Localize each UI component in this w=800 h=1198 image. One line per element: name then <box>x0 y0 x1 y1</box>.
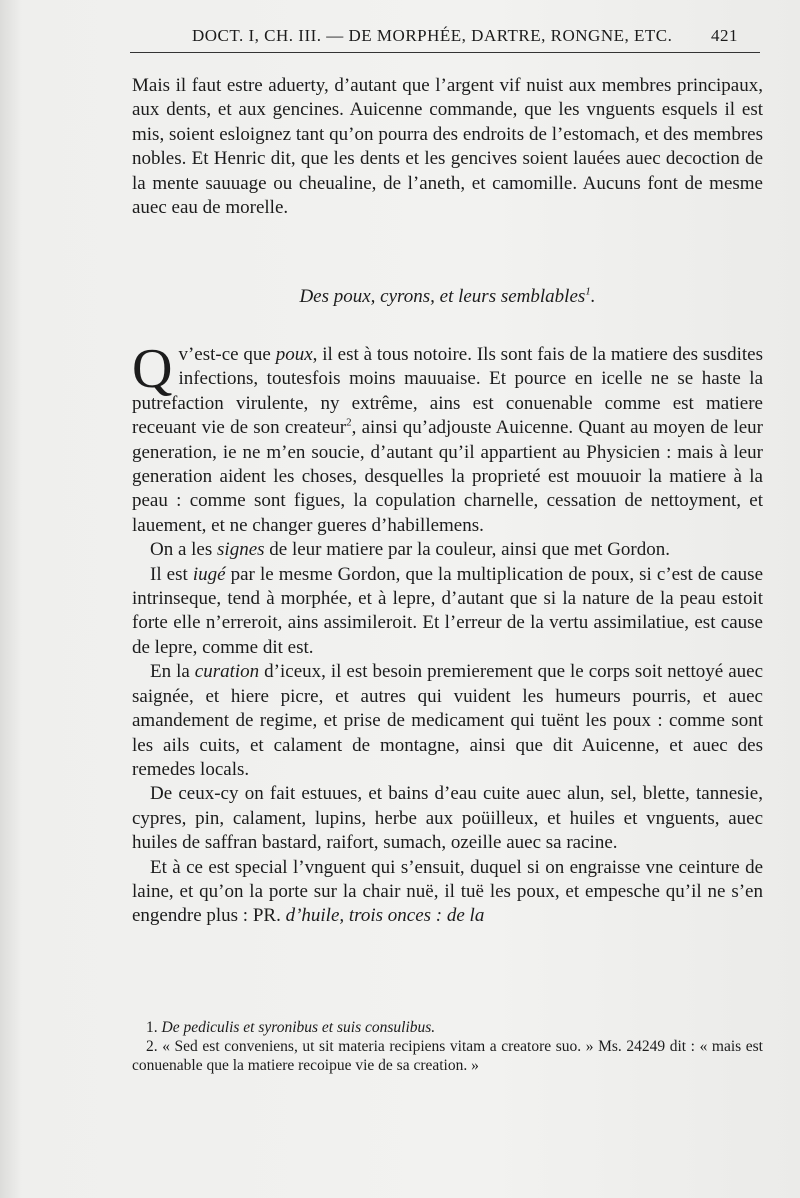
para-a-text-2: , il est à tous notoire. Ils sont fais de la matiere des susdites infections, toutesfois moins mauuaise. Et pource en icelle ne se haste la putrefaction virulente, ny extrême, ains est conuenable comme est matiere receuant vie de son createur <box>132 344 763 439</box>
para-a-note-ref: 2 <box>346 416 352 429</box>
drop-cap: Q <box>132 338 173 400</box>
para-b-text-1: On a les <box>150 539 218 561</box>
section-body <box>132 338 763 929</box>
para-f-text-1: Et à ce est special l’vnguent qui s’ensuit, duquel si on engraisse vne ceinture de laine, et qu’on la porte sur la chair nuë, il tuë les poux, et empesche qu’il ne s’en engendre plus : PR. <box>132 856 763 927</box>
section-note-ref: 1 <box>585 285 591 298</box>
paragraph-signs <box>132 538 763 562</box>
paragraph-definition <box>132 338 763 538</box>
para-a-text-1: v’est-ce que <box>178 344 276 365</box>
para-b-text-2: de leur matiere par la couleur, ainsi que met Gordon. <box>264 539 670 561</box>
para-f-italic: d’huile, trois onces : de la <box>285 905 485 927</box>
para-c-text-2: par le mesme Gordon, que la multiplication de poux, si c’est de cause intrinseque, tend à morphée, et à lepre, d’autant que si la nature de la peau estoit forte elle n’erreroit, ains assimileroit. Et l’erreur de la vertu assimilatiue, est cause de lepre, comme dit est. <box>132 563 763 658</box>
section-heading: Des poux, cyrons, et leurs semblables$^1$. <box>299 285 596 307</box>
running-header <box>130 22 760 53</box>
footnote-2 <box>132 1037 763 1075</box>
para-d-text-1: En la <box>150 661 195 683</box>
opening-paragraph: Mais il faut estre aduerty, d’autant que l’argent vif nuist aux membres principaux, aux dents, et aux gencines. Auicenne commande, que les vnguents esquels il est mis, soient esloignez tant qu’on pourra des endroits de l’estomach, et des membres nobles. Et Henric dit, que les dents et les gencives soient lauées auec decoction de la mente sauuage ou cheualine, de l’aneth, et camomille. Aucuns font de mesme auec eau de morelle. <box>132 75 763 219</box>
paragraph-judgment <box>132 563 763 661</box>
footnotes <box>132 1018 763 1075</box>
para-c-text-1: Il est <box>150 563 193 585</box>
paragraph-cure <box>132 660 763 782</box>
footnote-1-number: 1. <box>146 1019 158 1036</box>
para-d-text-2: d’iceux, il est besoin premierement que le corps soit nettoyé auec saignée, et hiere picre, et autres qui vuident les humeurs pourris, et auec amandement de regime, et prise de medicament qui tuënt les poux : comme sont les ails cuits, et calament de montagne, ainsi que dit Auicenne, et auec des remedes locals. <box>132 661 763 780</box>
para-d-italic: curation <box>194 661 260 683</box>
paragraph-ointment <box>132 856 763 929</box>
opening-paragraph-block <box>132 74 763 220</box>
footnote-2-number: 2. <box>146 1038 158 1055</box>
para-a-text-3: , ainsi qu’adjouste Auicenne. Quant au moyen de leur generation, ie ne m’en soucie, d’autant qu’il appartient au Physicien : mais à leur generation aident les choses, desquelles la proprieté est mouuoir la matiere à la peau : comme sont figues, la copulation charnelle, cessation de nettoyment, et lauement, et ne changer gueres d’habillemens. <box>132 417 763 536</box>
footnote-2-text: « Sed est conveniens, ut sit materia recipiens vitam a creatore suo. » Ms. 24249 dit : « mais est conuenable que la matiere recoipue vie de sa creation. » <box>132 1038 763 1074</box>
running-title: DOCT. I, CH. III. — DE MORPHÉE, DARTRE, RONGNE, ETC. <box>192 26 673 45</box>
page-number: 421 <box>711 26 738 45</box>
section-title: Des poux, cyrons, et leurs semblables <box>299 286 586 307</box>
para-c-italic: iugé <box>192 563 226 585</box>
footnote-1-text: De pediculis et syronibus et suis consulibus. <box>161 1019 436 1036</box>
para-b-italic: signes <box>217 539 265 561</box>
paragraph-baths: De ceux-cy on fait estuues, et bains d’eau cuite auec alun, sel, blette, tannesie, cypres, pin, calament, lupins, herbe aux poüilleux, et huiles et vnguents, auec huiles de saffran bastard, raifort, sumach, ozeille auec sa racine. <box>132 783 763 854</box>
para-a-italic: poux <box>275 344 313 365</box>
footnote-1 <box>132 1018 763 1037</box>
